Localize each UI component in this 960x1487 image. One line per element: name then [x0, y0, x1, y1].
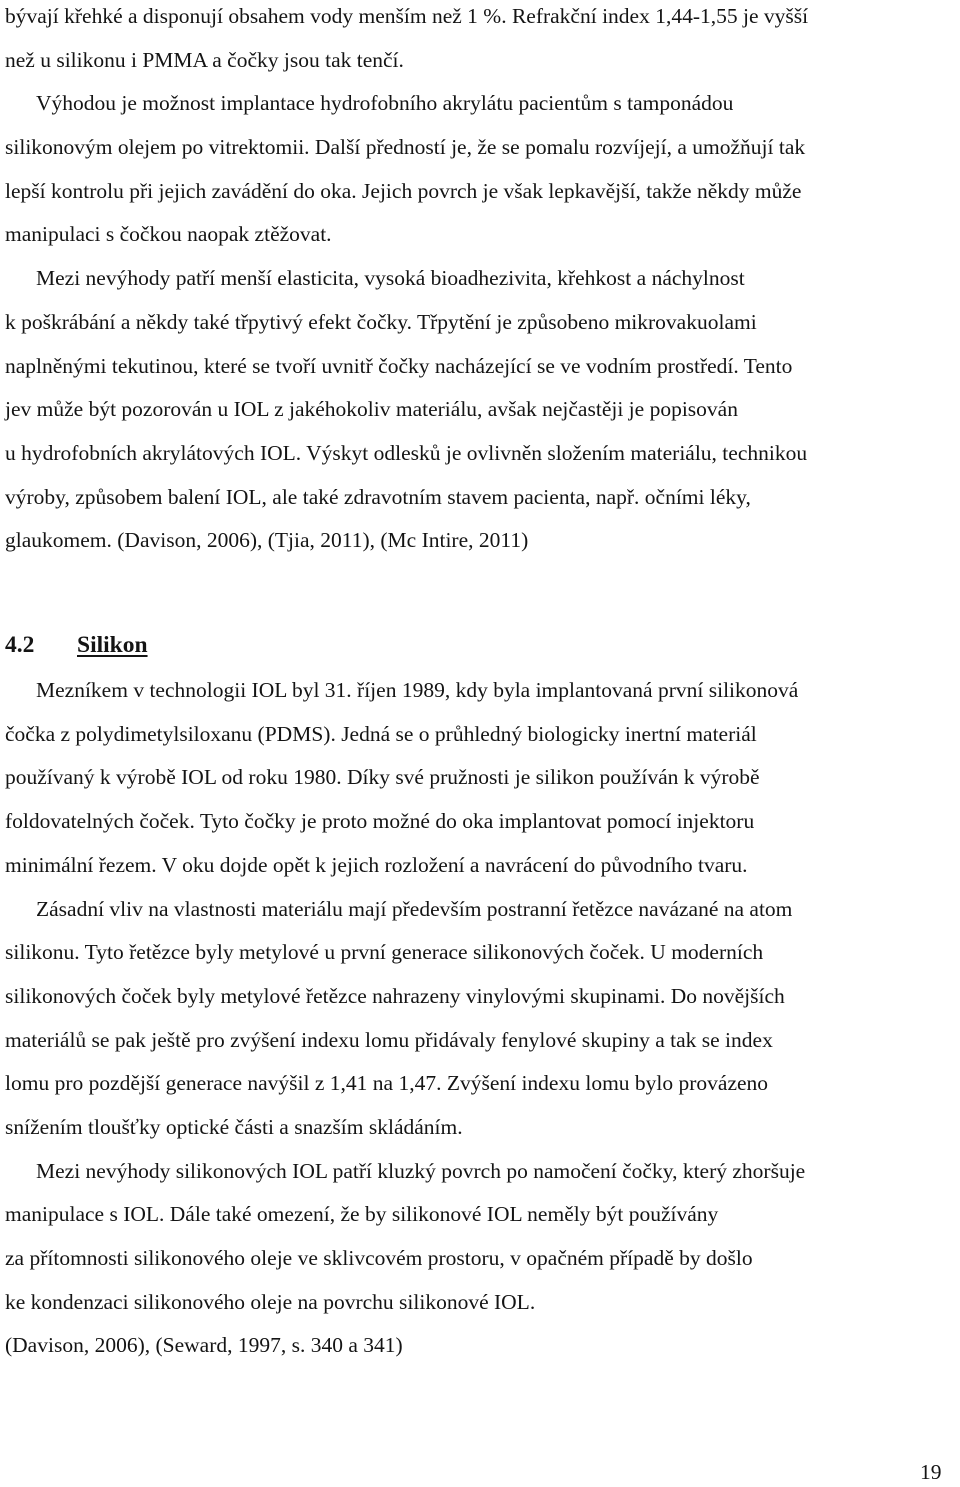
- text-line: jev může být pozorován u IOL z jakéhokoliv materiálu, avšak nejčastěji je popisován: [5, 397, 738, 422]
- text-line: Mezníkem v technologii IOL byl 31. říjen 1989, kdy byla implantovaná první silikonová: [36, 678, 799, 702]
- paragraph-continuation: [5, 0, 955, 82]
- paragraph-hydrophobic-advantages: [5, 82, 955, 257]
- text-line: silikonu. Tyto řetězce byly metylové u první generace silikonových čoček. U moderních: [5, 940, 764, 965]
- text-line: manipulace s IOL. Dále také omezení, že by silikonové IOL neměly být používány: [5, 1202, 719, 1227]
- text-line: snížením tloušťky optické části a snazším skládáním.: [5, 1114, 463, 1139]
- text-line: čočka z polydimetylsiloxanu (PDMS). Jedná se o průhledný biologicky inertní materiál: [5, 721, 757, 746]
- text-line: Výhodou je možnost implantace hydrofobního akrylátu pacientům s tamponádou: [36, 91, 734, 116]
- section-title: Silikon: [77, 632, 148, 658]
- page-number: 19: [920, 1460, 942, 1484]
- text-line: glaukomem. (Davison, 2006), (Tjia, 2011), (Mc Intire, 2011): [5, 528, 529, 553]
- text-line: u hydrofobních akrylátových IOL. Výskyt odlesků je ovlivněn složením materiálu, technikou: [5, 440, 808, 465]
- text-line: manipulaci s čočkou naopak ztěžovat.: [5, 222, 332, 247]
- text-line: materiálů se pak ještě pro zvýšení indexu lomu přidávaly fenylové skupiny a tak se index: [5, 1027, 773, 1052]
- text-line: Mezi nevýhody silikonových IOL patří kluzký povrch po namočení čočky, který zhoršuje: [36, 1158, 806, 1183]
- section-heading: [5, 625, 148, 665]
- text-line: lomu pro pozdější generace navýšil z 1,41 na 1,47. Zvýšení indexu lomu bylo provázeno: [5, 1071, 769, 1096]
- text-line: Mezi nevýhody patří menší elasticita, vysoká bioadhezivita, křehkost a náchylnost: [36, 266, 745, 291]
- paragraph-hydrophobic-disadvantages: [5, 257, 955, 563]
- text-line: k poškrábání a někdy také třpytivý efekt čočky. Třpytění je způsobeno mikrovakuolami: [5, 309, 757, 334]
- text-line: používaný k výrobě IOL od roku 1980. Díky své pružnosti je silikon používán k výrobě: [5, 765, 760, 790]
- text-line: Zásadní vliv na vlastnosti materiálu mají především postranní řetězce navázané na atom: [36, 896, 793, 921]
- text-line: naplněnými tekutinou, které se tvoří uvnitř čočky nacházející se ve vodním prostředí. Tento: [5, 353, 793, 378]
- section-number: 4.2: [5, 632, 35, 658]
- text-line: ke kondenzaci silikonového oleje na povrchu silikonové IOL.: [5, 1289, 536, 1314]
- text-line: výroby, způsobem balení IOL, ale také zdravotním stavem pacienta, např. očními léky,: [5, 484, 751, 509]
- paragraph-silicone-chains: [5, 888, 955, 1150]
- text-line: (Davison, 2006), (Seward, 1997, s. 340 a 341): [5, 1333, 403, 1358]
- paragraph-silicone-disadvantages: [5, 1150, 955, 1368]
- text-line: silikonovým olejem po vitrektomii. Další předností je, že se pomalu rozvíjejí, a umožňují tak: [5, 135, 806, 160]
- text-line: silikonových čoček byly metylové řetězce nahrazeny vinylovými skupinami. Do novějších: [5, 983, 785, 1008]
- paragraph-silicone-history: [5, 669, 955, 887]
- text-line: foldovatelných čoček. Tyto čočky je proto možné do oka implantovat pomocí injektoru: [5, 809, 755, 834]
- text-line: lepší kontrolu při jejich zavádění do oka. Jejich povrch je však lepkavější, takže někdy může: [5, 178, 802, 203]
- text-line: za přítomnosti silikonového oleje ve sklivcovém prostoru, v opačném případě by došlo: [5, 1246, 753, 1271]
- text-line: minimální řezem. V oku dojde opět k jejich rozložení a navrácení do původního tvaru.: [5, 852, 748, 877]
- text-line: bývají křehké a disponují obsahem vody menším než 1 %. Refrakční index 1,44-1,55 je vyšší: [5, 4, 809, 28]
- text-line: než u silikonu i PMMA a čočky jsou tak tenčí.: [5, 47, 404, 72]
